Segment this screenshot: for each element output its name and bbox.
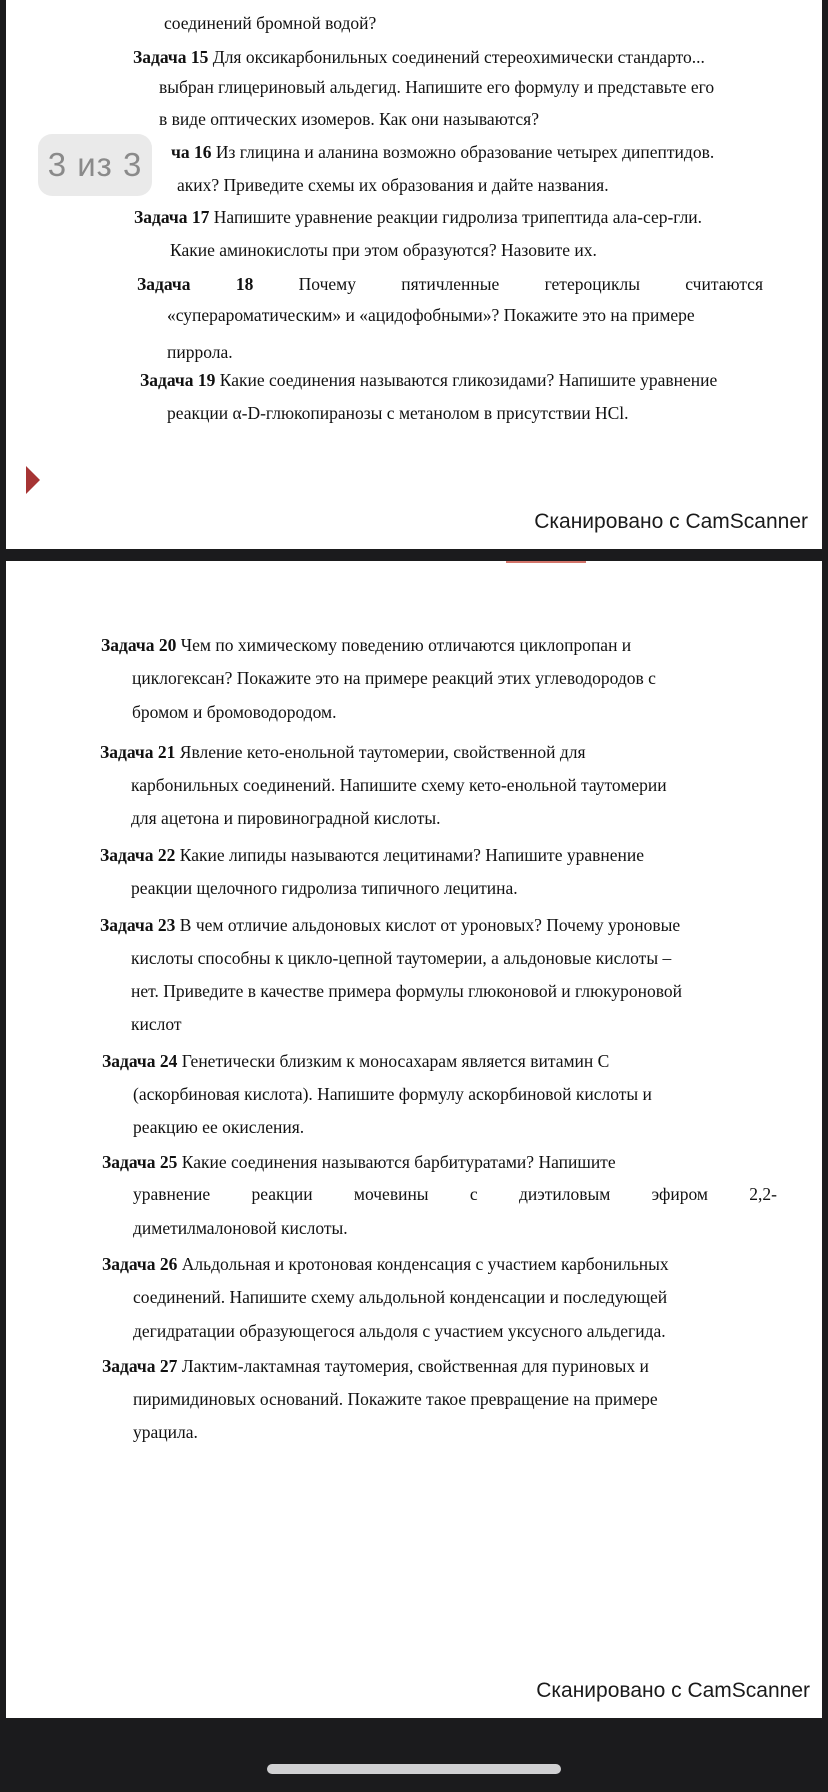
- doc-line: бромом и бромоводородом.: [132, 702, 337, 722]
- doc-line: в виде оптических изомеров. Как они называются?: [159, 109, 539, 129]
- task-label: Задача: [137, 274, 191, 294]
- home-indicator[interactable]: [267, 1764, 561, 1774]
- doc-line: кислот: [131, 1014, 182, 1034]
- doc-line: соединений. Напишите схему альдольной конденсации и последующей: [133, 1287, 668, 1307]
- word: с: [469, 1184, 478, 1204]
- doc-line: реакцию ее окисления.: [133, 1117, 305, 1137]
- task-16-line: ча 16 Из глицина и аланина возможно образование четырех дипептидов.: [171, 142, 715, 162]
- doc-line: урацила.: [133, 1422, 198, 1442]
- word: считаются: [685, 274, 763, 294]
- word: уравнение: [133, 1184, 211, 1204]
- doc-line: карбонильных соединений. Напишите схему кето-енольной таутомерии: [131, 775, 667, 795]
- doc-line: циклогексан? Покажите это на примере реакций этих углеводородов с: [132, 668, 656, 688]
- task-17-line: Задача 17 Напишите уравнение реакции гидролиза трипептида ала-сер-гли.: [134, 207, 703, 227]
- scanned-page-2: [6, 561, 822, 1718]
- word: мочевины: [353, 1184, 429, 1204]
- task-23-line: Задача 23 В чем отличие альдоновых кислот от уроновых? Почему уроновые: [100, 915, 681, 935]
- doc-line: пиримидиновых оснований. Покажите такое превращение на примере: [133, 1389, 658, 1409]
- doc-line: дегидратации образующегося альдоля с участием уксусного альдегида.: [133, 1321, 666, 1341]
- doc-line: соединений бромной водой?: [164, 13, 377, 33]
- doc-line: кислоты способны к цикло-цепной таутомерии, а альдоновые кислоты –: [131, 948, 672, 968]
- doc-line: реакции щелочного гидролиза типичного лецитина.: [131, 878, 518, 898]
- scan-artifact-mark: [506, 561, 586, 563]
- word: гетероциклы: [544, 274, 640, 294]
- doc-line: Какие аминокислоты при этом образуются? Назовите их.: [170, 240, 597, 260]
- task-25-line: Задача 25 Какие соединения называются барбитуратами? Напишите: [102, 1152, 616, 1172]
- doc-line: «супераромaтическим» и «ацидофобными»? Покажите это на примере: [167, 305, 695, 325]
- camscanner-watermark: Сканировано с CamScanner: [536, 1679, 810, 1702]
- task-18-line: [137, 273, 763, 295]
- task-number: 18: [235, 274, 254, 294]
- scan-artifact-mark: [26, 466, 40, 494]
- doc-line: диметилмалоновой кислоты.: [133, 1218, 348, 1238]
- camscanner-watermark: Сканировано с CamScanner: [534, 510, 808, 533]
- doc-line: для ацетона и пировиноградной кислоты.: [131, 808, 441, 828]
- doc-line: [133, 1183, 777, 1205]
- word: эфиром: [651, 1184, 708, 1204]
- doc-line: реакции α-D-глюкопиранозы с метанолом в присутствии HCl.: [167, 403, 629, 423]
- task-27-line: Задача 27 Лактим-лактамная таутомерия, свойственная для пуриновых и: [102, 1356, 649, 1376]
- task-24-line: Задача 24 Генетически близким к моносахарам является витамин С: [102, 1051, 610, 1071]
- task-15-line: Задача 15 Для оксикарбонильных соединений стереохимически стандарто...: [133, 47, 705, 67]
- task-20-line: Задача 20 Чем по химическому поведению отличаются циклопропан и: [101, 635, 632, 655]
- doc-line: выбран глицериновый альдегид. Напишите его формулу и представьте его: [159, 77, 715, 97]
- word: диэтиловым: [518, 1184, 611, 1204]
- page-counter-badge: 3 из 3: [38, 134, 152, 196]
- doc-line: аких? Приведите схемы их образования и дайте названия.: [177, 175, 609, 195]
- task-21-line: Задача 21 Явление кето-енольной таутомерии, свойственной для: [100, 742, 586, 762]
- word: реакции: [251, 1184, 313, 1204]
- task-26-line: Задача 26 Альдольная и кротоновая конденсация с участием карбонильных: [102, 1254, 669, 1274]
- doc-line: нет. Приведите в качестве примера формулы глюконовой и глюкуроновой: [131, 981, 683, 1001]
- scanned-page-1: [6, 0, 822, 549]
- doc-line: (аскорбиновая кислота). Напишите формулу аскорбиновой кислоты и: [133, 1084, 652, 1104]
- word: Почему: [298, 274, 356, 294]
- word: пятичленные: [401, 274, 500, 294]
- task-19-line: Задача 19 Какие соединения называются гликозидами? Напишите уравнение: [140, 370, 718, 390]
- doc-line: пиррола.: [167, 342, 233, 362]
- word: 2,2-: [749, 1184, 777, 1204]
- task-22-line: Задача 22 Какие липиды называются лецитинами? Напишите уравнение: [100, 845, 645, 865]
